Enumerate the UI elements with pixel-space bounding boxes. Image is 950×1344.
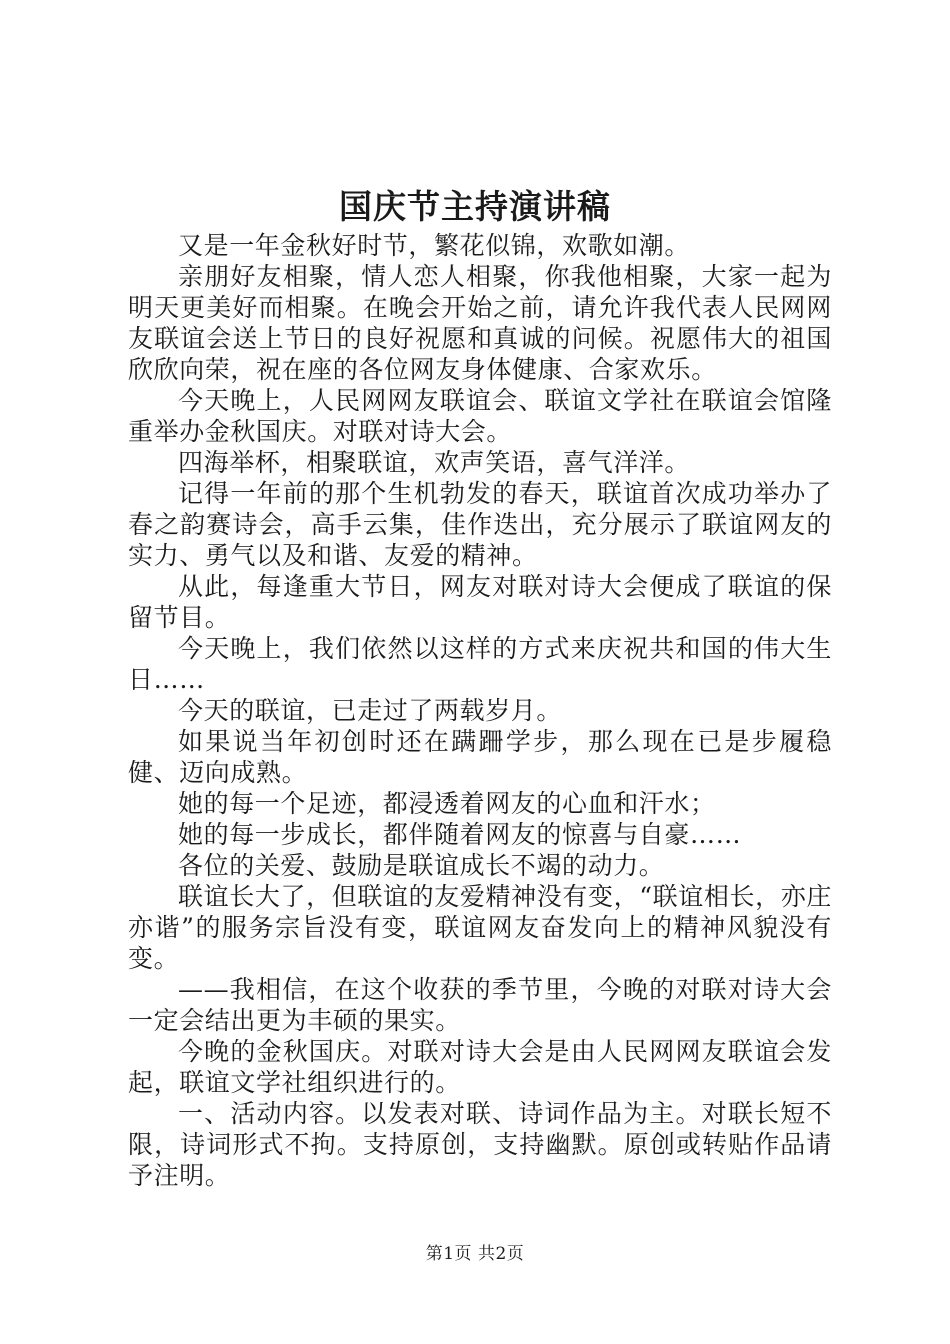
page-footer: 第1页 共2页 — [425, 1244, 525, 1264]
paragraph: 各位的关爱、鼓励是联谊成长不竭的动力。 — [178, 851, 665, 880]
paragraph: 她的每一个足迹，都浸透着网友的心血和汗水； — [178, 789, 716, 818]
paragraph: 如果说当年初创时还在蹒跚学步，那么现在已是步履稳健、迈向成熟。 — [128, 727, 832, 787]
paragraph: 今天晚上，我们依然以这样的方式来庆祝共和国的伟大生日…… — [128, 634, 832, 694]
paragraph: 记得一年前的那个生机勃发的春天，联谊首次成功举办了春之韵赛诗会，高手云集，佳作迭出，充分展示了联谊网友的实力、勇气以及和谐、友爱的精神。 — [128, 479, 832, 570]
document-body — [128, 230, 832, 1191]
paragraph: 又是一年金秋好时节，繁花似锦，欢歌如潮。 — [178, 231, 691, 260]
document-title: 国庆节主持演讲稿 — [339, 187, 611, 226]
paragraph: 她的每一步成长，都伴随着网友的惊喜与自豪…… — [178, 820, 742, 849]
paragraph: 亲朋好友相聚，情人恋人相聚，你我他相聚，大家一起为明天更美好而相聚。在晚会开始之前，请允许我代表人民网网友联谊会送上节日的良好祝愿和真诚的问候。祝愿伟大的祖国欣欣向荣，祝在座的各位网友身体健康、合家欢乐。 — [128, 262, 832, 384]
paragraph: 联谊长大了，但联谊的友爱精神没有变，“联谊相长，亦庄亦谐”的服务宗旨没有变，联谊网友奋发向上的精神风貌没有变。 — [128, 882, 832, 973]
paragraph: 一、活动内容。以发表对联、诗词作品为主。对联长短不限，诗词形式不拘。支持原创，支持幽默。原创或转贴作品请予注明。 — [128, 1099, 832, 1190]
paragraph: 从此，每逢重大节日，网友对联对诗大会便成了联谊的保留节目。 — [128, 572, 832, 632]
paragraph: 今晚的金秋国庆。对联对诗大会是由人民网网友联谊会发起，联谊文学社组织进行的。 — [128, 1037, 832, 1097]
paragraph: 四海举杯，相聚联谊，欢声笑语，喜气洋洋。 — [178, 448, 691, 477]
paragraph: 今天晚上，人民网网友联谊会、联谊文学社在联谊会馆隆重举办金秋国庆。对联对诗大会。 — [128, 386, 832, 446]
paragraph: 今天的联谊，已走过了两载岁月。 — [178, 696, 563, 725]
paragraph: ——我相信，在这个收获的季节里，今晚的对联对诗大会一定会结出更为丰硕的果实。 — [128, 975, 832, 1035]
